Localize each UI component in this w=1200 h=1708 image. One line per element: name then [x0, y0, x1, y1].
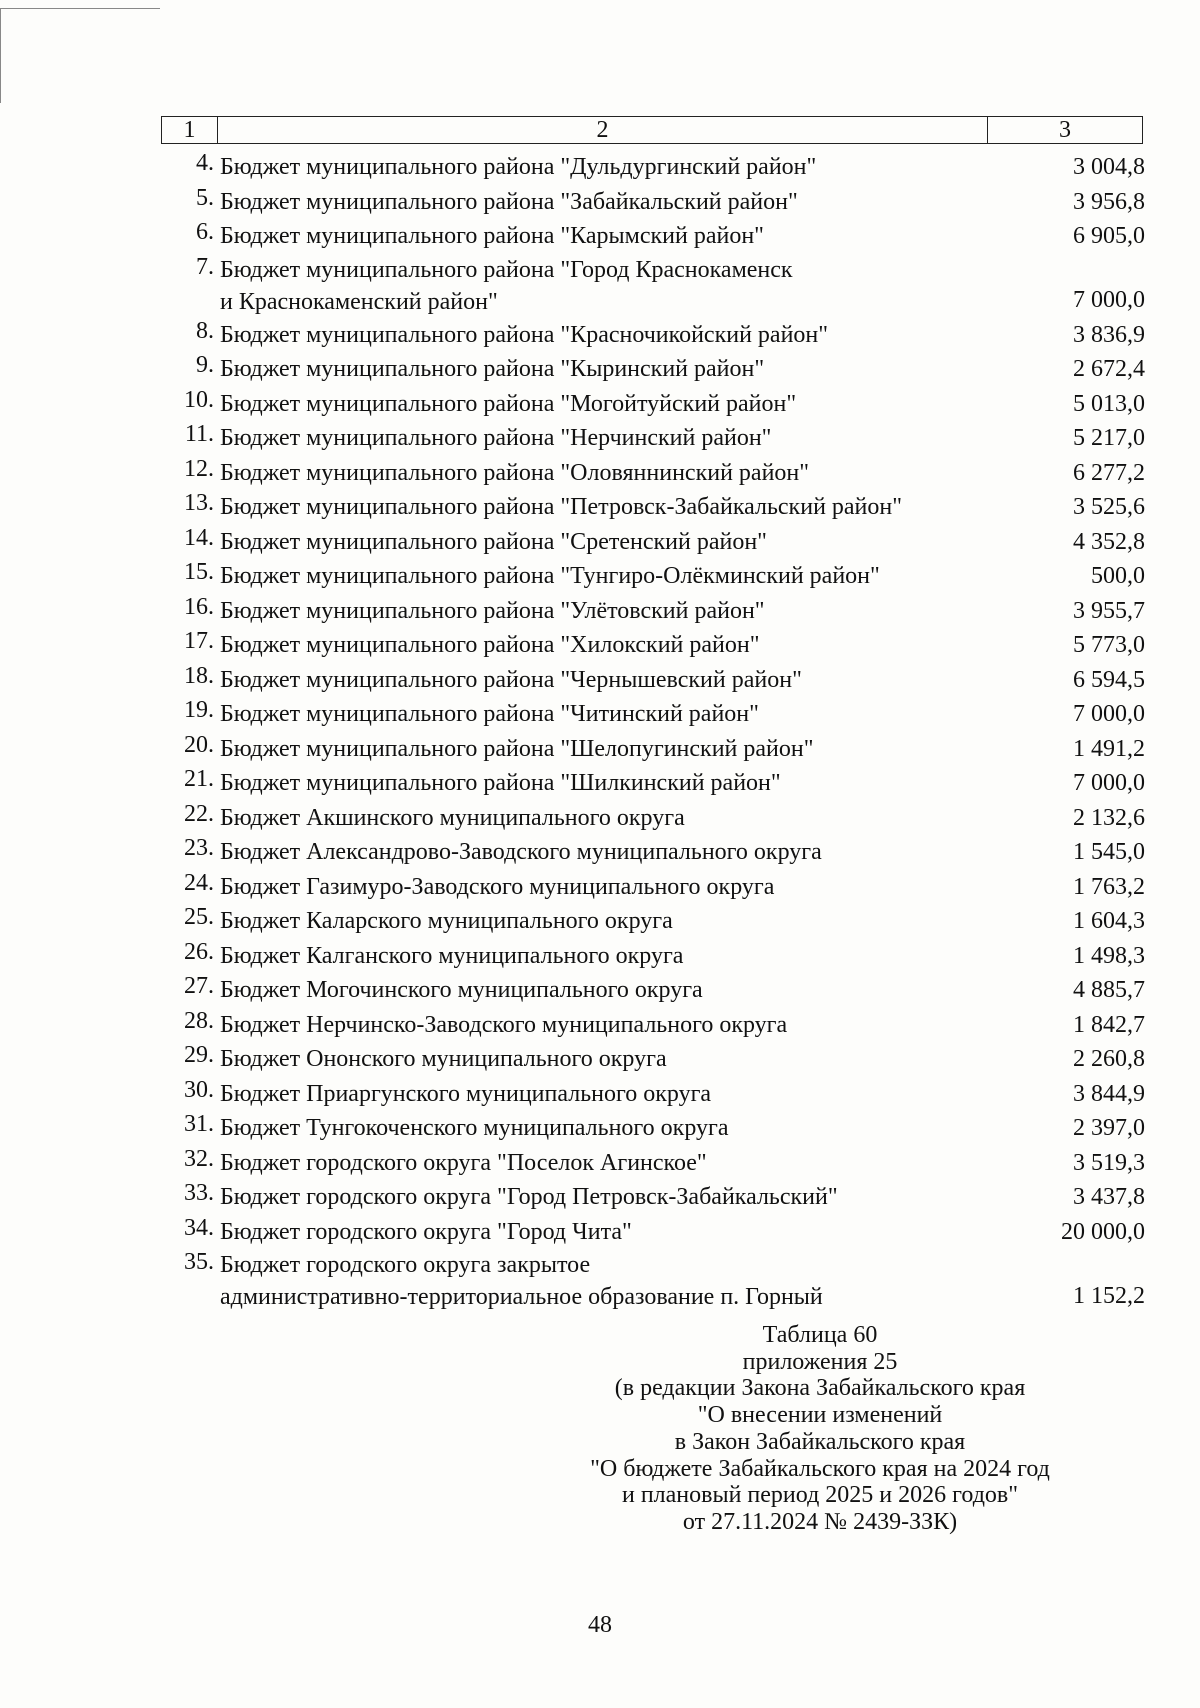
- row-name: [218, 1249, 995, 1313]
- caption-line: приложения 25: [742, 1348, 898, 1375]
- row-value: 2 132,6: [1073, 804, 1145, 831]
- row-name: [218, 219, 995, 254]
- row-name: [218, 939, 995, 974]
- row-number: 7.: [196, 253, 214, 280]
- row-value: 7 000,0: [1073, 287, 1145, 313]
- row-value: 1 604,3: [1073, 908, 1145, 934]
- row-number: 16.: [184, 593, 214, 620]
- row-number: 27.: [184, 973, 214, 999]
- table-row: [161, 525, 1145, 560]
- row-number: 33.: [184, 1180, 214, 1206]
- row-name: [218, 697, 995, 732]
- caption-line: Таблица 60: [762, 1322, 878, 1348]
- row-name-line: Бюджет Нерчинско-Заводского муниципального округа: [220, 1011, 788, 1038]
- row-name-line: Бюджет муниципального района "Сретенский район": [220, 528, 767, 555]
- row-value: 500,0: [1091, 563, 1145, 589]
- row-number: 30.: [184, 1076, 214, 1103]
- row-value: 6 594,5: [1073, 666, 1145, 693]
- table-row: [161, 628, 1145, 663]
- row-value: 6 277,2: [1073, 459, 1145, 486]
- row-value: 3 519,3: [1073, 1149, 1145, 1176]
- row-value: 3 004,8: [1073, 154, 1145, 180]
- row-name-line: Бюджет Газимуро-Заводского муниципального округа: [220, 873, 775, 900]
- row-name-line: Бюджет Акшинского муниципального округа: [220, 804, 685, 831]
- row-name-line: Бюджет Могочинского муниципального округа: [220, 977, 703, 1003]
- row-value: 7 000,0: [1073, 701, 1145, 727]
- row-name: [218, 185, 995, 220]
- caption-line: "О бюджете Забайкальского края на 2024 год: [590, 1455, 1050, 1482]
- table-row: [161, 594, 1145, 629]
- row-value: 5 013,0: [1073, 390, 1145, 417]
- table-row: [161, 254, 1145, 318]
- row-name-line: и Краснокаменский район": [220, 288, 498, 315]
- row-number: 29.: [184, 1042, 214, 1068]
- row-name: [218, 352, 995, 387]
- row-name-line: Бюджет городского округа "Город Чита": [220, 1218, 632, 1245]
- caption-line: от 27.11.2024 № 2439-ЗЗК): [682, 1508, 958, 1535]
- row-name: [218, 387, 995, 422]
- row-value: 1 491,2: [1073, 735, 1145, 762]
- table-caption: [560, 1322, 1080, 1536]
- row-name: [218, 525, 995, 560]
- row-number: 13.: [184, 490, 214, 516]
- row-name-line: Бюджет муниципального района "Забайкальский район": [220, 188, 798, 215]
- table-row: [161, 904, 1145, 939]
- row-value: 1 152,2: [1073, 1282, 1145, 1309]
- row-name-line: Бюджет муниципального района "Дульдургинский район": [220, 154, 817, 180]
- row-name-line: Бюджет муниципального района "Нерчинский район": [220, 425, 772, 451]
- row-name: [218, 1008, 995, 1043]
- row-value: 1 763,2: [1073, 873, 1145, 900]
- row-number: 20.: [184, 731, 214, 758]
- row-number: 14.: [184, 524, 214, 551]
- row-number: 21.: [184, 766, 214, 792]
- row-number: 25.: [184, 904, 214, 930]
- row-number: 12.: [184, 455, 214, 482]
- budget-table: [161, 150, 1145, 1313]
- row-number: 26.: [184, 938, 214, 965]
- row-number: 8.: [196, 317, 214, 344]
- row-value: 5 217,0: [1073, 425, 1145, 451]
- row-value: 1 498,3: [1073, 942, 1145, 969]
- row-name-line: Бюджет муниципального района "Хилокский район": [220, 632, 760, 658]
- row-number: 34.: [184, 1214, 214, 1241]
- table-row: [161, 421, 1145, 456]
- row-name: [218, 559, 995, 594]
- scan-corner-line-vertical: [0, 8, 1, 103]
- table-row: [161, 939, 1145, 974]
- row-name-line: Бюджет муниципального района "Шилкинский район": [220, 770, 781, 796]
- row-number: 17.: [184, 628, 214, 654]
- row-number: 24.: [184, 869, 214, 896]
- row-name-line: Бюджет муниципального района "Тунгиро-Олёкминский район": [220, 563, 880, 589]
- row-value: 3 525,6: [1073, 494, 1145, 520]
- table-row: [161, 219, 1145, 254]
- table-row: [161, 835, 1145, 870]
- table-row: [161, 318, 1145, 353]
- row-name-line: Бюджет муниципального района "Красночикойский район": [220, 321, 829, 348]
- header-col-name: 2: [218, 117, 988, 143]
- row-name-line: Бюджет Александрово-Заводского муниципального округа: [220, 839, 822, 865]
- row-name-line: Бюджет муниципального района "Петровск-Забайкальский район": [220, 494, 903, 520]
- row-name: [218, 766, 995, 801]
- row-number: 11.: [184, 421, 214, 447]
- row-value: 3 836,9: [1073, 321, 1145, 348]
- row-value: 2 672,4: [1073, 356, 1145, 382]
- row-name: [218, 456, 995, 491]
- row-number: 15.: [184, 559, 214, 585]
- row-value: 2 260,8: [1073, 1046, 1145, 1072]
- row-name: [218, 870, 995, 905]
- row-value: 4 352,8: [1073, 528, 1145, 555]
- row-name-line: Бюджет городского округа закрытое: [220, 1252, 591, 1278]
- table-row: [161, 766, 1145, 801]
- row-name-line: Бюджет муниципального района "Шелопугинский район": [220, 735, 814, 762]
- row-name-line: Бюджет муниципального района "Город Краснокаменск: [220, 256, 793, 283]
- table-row: [161, 1042, 1145, 1077]
- row-number: 31.: [184, 1111, 214, 1137]
- row-number: 5.: [196, 184, 214, 211]
- table-row: [161, 456, 1145, 491]
- row-name-line: Бюджет муниципального района "Чернышевский район": [220, 666, 802, 693]
- row-name-line: Бюджет муниципального района "Оловяннинский район": [220, 459, 810, 486]
- row-name: [218, 904, 995, 939]
- table-row: [161, 490, 1145, 525]
- table-row: [161, 732, 1145, 767]
- row-name: [218, 421, 995, 456]
- row-name: [218, 663, 995, 698]
- row-name: [218, 1077, 995, 1112]
- caption-line: в Закон Забайкальского края: [674, 1428, 966, 1455]
- row-value: 5 773,0: [1073, 632, 1145, 658]
- page-number: 48: [588, 1612, 612, 1638]
- row-number: 18.: [184, 662, 214, 689]
- row-number: 19.: [184, 697, 214, 723]
- row-value: 3 956,8: [1073, 188, 1145, 215]
- row-value: 2 397,0: [1073, 1115, 1145, 1141]
- table-row: [161, 1077, 1145, 1112]
- row-number: 6.: [196, 219, 214, 245]
- row-number: 28.: [184, 1007, 214, 1034]
- caption-line: и плановый период 2025 и 2026 годов": [621, 1482, 1019, 1509]
- table-row: [161, 1008, 1145, 1043]
- table-row: [161, 973, 1145, 1008]
- row-name: [218, 150, 995, 185]
- row-name: [218, 1146, 995, 1181]
- row-number: 10.: [184, 386, 214, 413]
- table-row: [161, 1180, 1145, 1215]
- table-row: [161, 801, 1145, 836]
- row-name: [218, 801, 995, 836]
- caption-line: "О внесении изменений: [697, 1402, 943, 1429]
- caption-line: (в редакции Закона Забайкальского края: [614, 1375, 1026, 1402]
- row-value: 6 905,0: [1073, 223, 1145, 249]
- table-row: [161, 1215, 1145, 1250]
- table-row: [161, 663, 1145, 698]
- row-name-line: административно-территориальное образование п. Горный: [220, 1284, 823, 1310]
- row-name-line: Бюджет Ононского муниципального округа: [220, 1046, 667, 1072]
- row-name: [218, 318, 995, 353]
- row-name-line: Бюджет Приаргунского муниципального округа: [220, 1080, 712, 1107]
- row-number: 35.: [184, 1249, 214, 1275]
- row-value: 3 437,8: [1073, 1184, 1145, 1210]
- row-value: 4 885,7: [1073, 977, 1145, 1003]
- row-number: 32.: [184, 1145, 214, 1172]
- row-value: 20 000,0: [1061, 1218, 1145, 1245]
- table-row: [161, 697, 1145, 732]
- table-row: [161, 150, 1145, 185]
- row-name-line: Бюджет муниципального района "Карымский район": [220, 223, 764, 249]
- row-value: 1 842,7: [1073, 1011, 1145, 1038]
- row-name: [218, 490, 995, 525]
- row-name-line: Бюджет муниципального района "Кыринский район": [220, 356, 765, 382]
- row-value: 1 545,0: [1073, 839, 1145, 865]
- header-col-number: 1: [162, 117, 218, 143]
- row-name-line: Бюджет городского округа "Поселок Агинское": [220, 1149, 707, 1176]
- row-number: 9.: [196, 352, 214, 378]
- table-row: [161, 185, 1145, 220]
- row-name: [218, 835, 995, 870]
- row-number: 22.: [184, 800, 214, 827]
- table-row: [161, 1146, 1145, 1181]
- row-name-line: Бюджет Калганского муниципального округа: [220, 942, 684, 969]
- row-name-line: Бюджет муниципального района "Читинский район": [220, 701, 759, 727]
- table-row: [161, 387, 1145, 422]
- row-name: [218, 1180, 995, 1215]
- row-value: 7 000,0: [1073, 770, 1145, 796]
- row-number: 23.: [184, 835, 214, 861]
- row-name-line: Бюджет городского округа "Город Петровск-Забайкальский": [220, 1184, 838, 1210]
- table-row: [161, 870, 1145, 905]
- row-name: [218, 1215, 995, 1250]
- table-row: [161, 352, 1145, 387]
- table-header: [161, 116, 1143, 144]
- header-col-value: 3: [1059, 116, 1071, 143]
- row-name-line: Бюджет Тунгокоченского муниципального округа: [220, 1115, 729, 1141]
- row-name: [218, 594, 995, 629]
- row-name: [218, 1042, 995, 1077]
- row-name-line: Бюджет муниципального района "Могойтуйский район": [220, 390, 797, 417]
- scan-corner-line: [0, 8, 160, 9]
- row-number: 4.: [196, 150, 214, 176]
- row-name: [218, 1111, 995, 1146]
- row-name: [218, 732, 995, 767]
- row-value: 3 955,7: [1073, 597, 1145, 624]
- table-row: [161, 1249, 1145, 1313]
- row-name: [218, 973, 995, 1008]
- table-row: [161, 559, 1145, 594]
- row-name: [218, 628, 995, 663]
- table-row: [161, 1111, 1145, 1146]
- row-name-line: Бюджет Каларского муниципального округа: [220, 908, 673, 934]
- row-value: 3 844,9: [1073, 1080, 1145, 1107]
- row-name: [218, 254, 995, 318]
- row-name-line: Бюджет муниципального района "Улётовский район": [220, 597, 765, 624]
